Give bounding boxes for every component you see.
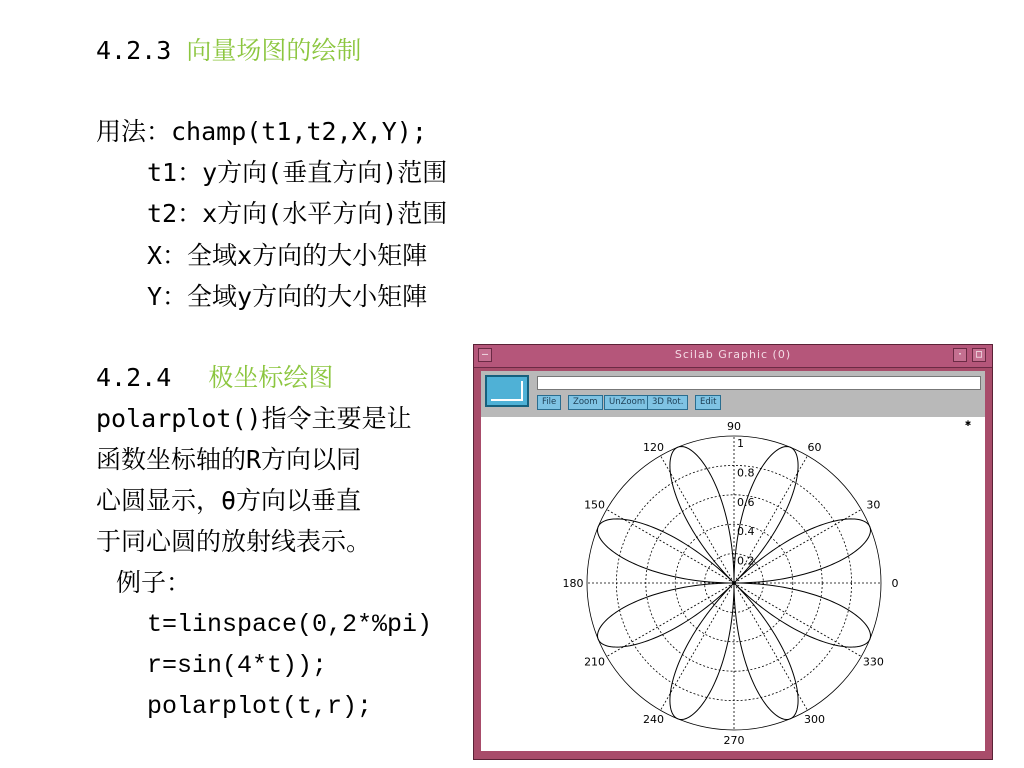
- grid-spoke: [734, 583, 861, 657]
- section-number: 4.2.3: [96, 36, 172, 65]
- window-titlebar[interactable]: [474, 345, 992, 368]
- description-line: 函数坐标轴的R方向以同: [96, 445, 362, 474]
- scilab-graphic-window: [473, 344, 993, 760]
- angle-tick-label: 330: [862, 655, 884, 669]
- angle-tick-label: 270: [723, 734, 745, 747]
- section-number: 4.2.4: [96, 363, 172, 392]
- plot-area[interactable]: [481, 417, 985, 751]
- code-line: polarplot(t,r);: [147, 692, 373, 721]
- description-line: 心圆显示，θ方向以垂直: [96, 486, 362, 515]
- grid-spoke: [734, 510, 861, 584]
- example-label: 例子：: [116, 568, 192, 597]
- 3d-rotation-menu-button[interactable]: 3D Rot.: [647, 395, 688, 410]
- radial-tick-label: 0.2: [737, 554, 755, 568]
- radial-tick-label: 1: [737, 437, 744, 450]
- toolbar: [481, 371, 985, 417]
- corner-marker-icon: ✱: [964, 418, 971, 429]
- angle-tick-label: 210: [584, 655, 606, 669]
- unzoom-menu-button[interactable]: UnZoom: [604, 395, 650, 410]
- y-description: Y：全域y方向的大小矩陣: [147, 282, 428, 311]
- x-description: X：全域x方向的大小矩陣: [147, 241, 428, 270]
- code-line: r=sin(4*t));: [147, 651, 328, 680]
- section-4-2-4-heading: [96, 363, 333, 393]
- section-title: 极坐标绘图: [208, 363, 334, 392]
- description-line: 于同心圆的放射线表示。: [96, 527, 372, 556]
- minimize-icon[interactable]: ·: [953, 348, 967, 362]
- grid-spoke: [661, 583, 735, 710]
- t1-description: t1：y方向(垂直方向)范围: [147, 158, 448, 187]
- grid-spoke: [734, 583, 808, 710]
- zoom-menu-button[interactable]: Zoom: [568, 395, 603, 410]
- maximize-icon[interactable]: □: [972, 348, 986, 362]
- file-menu-button[interactable]: File: [537, 395, 561, 410]
- graphic-preview-icon[interactable]: [485, 375, 529, 407]
- angle-tick-label: 0: [891, 577, 899, 590]
- angle-tick-label: 300: [804, 712, 825, 726]
- radial-tick-label: 0.4: [737, 525, 755, 539]
- radial-tick-label: 0.8: [737, 466, 755, 480]
- grid-spoke: [607, 583, 734, 657]
- section-title: 向量场图的绘制: [186, 36, 362, 65]
- series-line: [598, 447, 871, 720]
- description-line: polarplot()指令主要是让: [96, 404, 412, 433]
- usage-line: 用法：champ(t1,t2,X,Y);: [96, 117, 427, 146]
- edit-menu-button[interactable]: Edit: [695, 395, 721, 410]
- angle-tick-label: 120: [643, 441, 664, 455]
- angle-tick-label: 240: [643, 712, 664, 726]
- t2-description: t2：x方向(水平方向)范围: [147, 199, 448, 228]
- grid-spoke: [607, 510, 734, 584]
- code-line: t=linspace(0,2*%pi): [147, 610, 433, 639]
- grid-spoke: [661, 456, 735, 583]
- section-4-2-3-heading: [96, 36, 361, 66]
- window-title: Scilab Graphic (0): [674, 348, 792, 361]
- angle-tick-label: 150: [584, 498, 606, 512]
- angle-tick-label: 60: [807, 441, 822, 455]
- window-menu-icon[interactable]: –: [478, 348, 492, 362]
- command-input[interactable]: [537, 376, 981, 390]
- angle-tick-label: 180: [562, 577, 584, 590]
- angle-tick-label: 30: [866, 498, 881, 512]
- radial-tick-label: 0.6: [737, 495, 755, 509]
- angle-tick-label: 90: [727, 420, 741, 433]
- polar-plot: [481, 417, 985, 751]
